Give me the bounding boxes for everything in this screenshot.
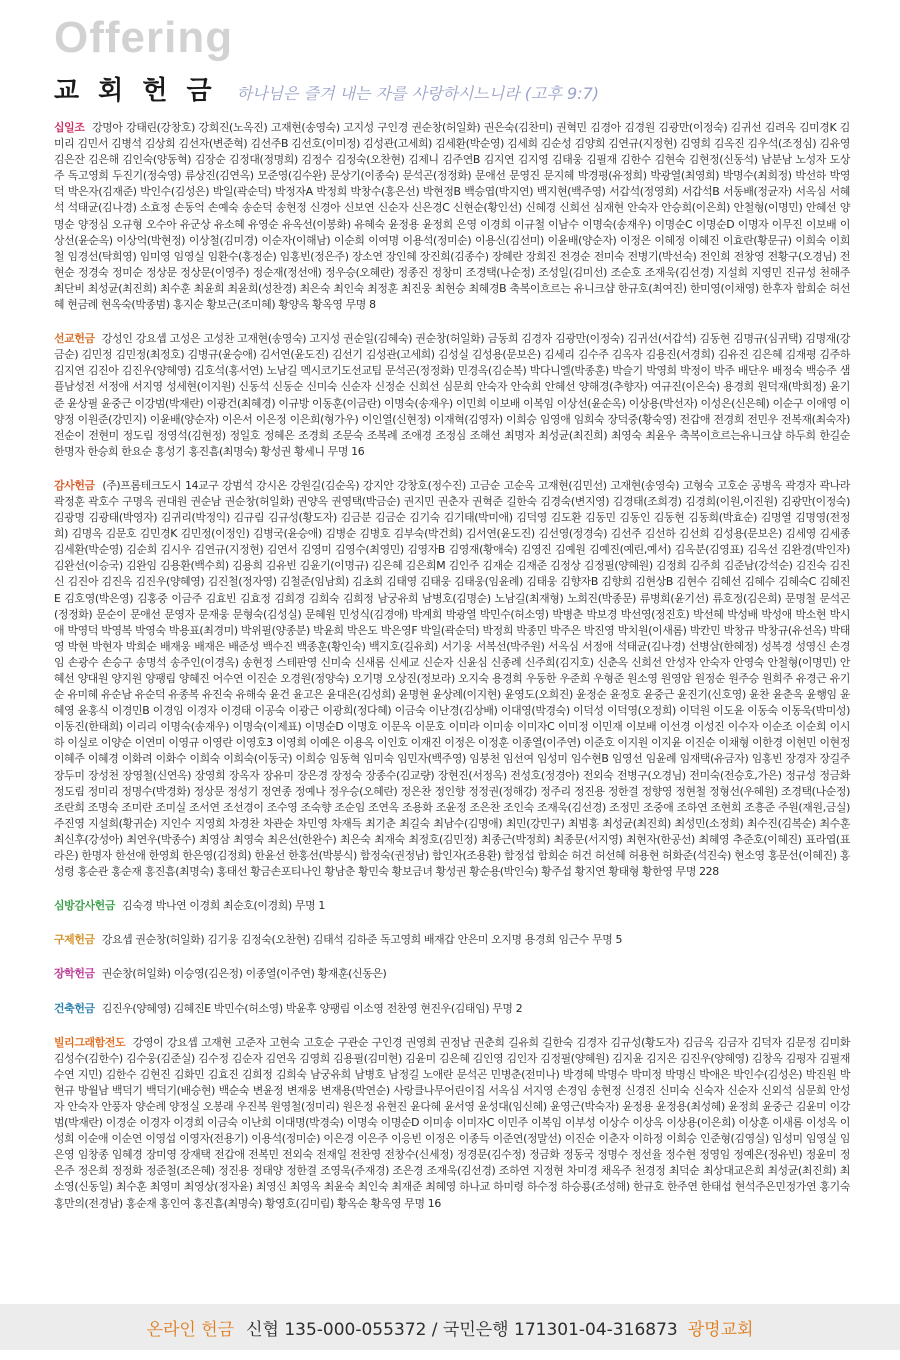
title-row xyxy=(54,70,854,107)
section-title-billy-graham: 빌리그래함전도 xyxy=(54,1035,126,1049)
online-offering-label: 온라인 헌금 xyxy=(146,1319,235,1340)
church-name: 광명교회 xyxy=(687,1319,754,1340)
section-names-relief: 강요셉 권순창(허일화) 김기웅 김정숙(오찬현) 김태석 김하준 독고영희 배재갑 안은미 오지명 용경희 임근수 무명 5 xyxy=(101,933,623,947)
offering-heading: Offering xyxy=(54,13,234,62)
section-building xyxy=(54,1001,850,1017)
section-title-tithe: 십일조 xyxy=(54,121,85,134)
section-names-scholarship: 권순창(허일화) 이승영(김은정) 이종열(이주연) 황재훈(신동은) xyxy=(101,967,387,981)
online-offering-bar xyxy=(0,1304,900,1350)
section-relief xyxy=(54,932,850,948)
section-title-thanksgiving: 감사헌금 xyxy=(54,478,95,492)
section-names-mission: 강성인 강요셉 고성은 고성찬 고재현(송영숙) 고지성 권순일(김혜숙) 권순창(허일화) 금동희 김경자 김광만(이정숙) 김귀선(서갑석) 김동현 김명규(심귀택) 김명재(강금순) 김민정 김민정(최정호) 김병규(윤승애) 김서연(윤도진) 김선기 김성관(고세희) 김성실 김성용(문보은) 김세리 김수주 김옥자 김용진(서경희) 김유진 김은혜 김재평 김주하 김지연 김진아 김진우(양혜영) 김호석(홍서연) 노남길 멕시코기도선교팀 문석곤(정정화) 민경옥(김순복) 박다니엘(박종훈) 박슬기 박영희 박정이 박주 배단우 배정숙 백승주 샘플남성전 서정애 서지영 성세현(이지원) 신동석 신동순 신미숙 신순자 신정순 신희선 심문희 안숙자 안숙희 안혜선 양해경(추향자) 여규진(이은숙) 용경희 원덕재(박희정) 윤기준 윤상필 윤중근 이강범(박재란) 이광건(최혜경) 이규방 이동훈(이금란) 이명숙(송재우) 이민희 이보배 이복임 이상선(윤순옥) 이상용(박선자) 이성은(신은혜) 이순구 이애영 이양정 이원준(강민지) 이윤배(양순자) 이은서 이은정 이은희(형가우) 이인열(신현정) 이재혁(김영자) 이희승 임영애 임희숙 장덕중(황숙영) 전갑애 전경희 전민우 전복재(최숙자) 전순이 전현미 정도림 정영석(김현정) 정일호 정혜은 조경희 조문숙 조복례 조애경 조정심 조해선 최명자 최성균(최진희) 최영숙 최윤우 축복이흐르는유니크샵 하두희 한길순 한명자 한승희 한요순 홍성기 홍진흠(최명숙) 황성권 황세니 무명 16 xyxy=(54,332,850,458)
section-scholarship xyxy=(54,966,850,982)
section-title-relief: 구제헌금 xyxy=(54,933,95,947)
section-names-tithe: 강명아 강태린(강창호) 강희진(노옥진) 고재현(송영숙) 고지성 구인경 권순창(허일화) 권은숙(김찬미) 권혁민 김경아 김경원 김광만(이정숙) 김귀선 김려옥 김미경K 김미리 김민서 김병석 김상희 김선자(변준혁) 김선주B 김선호(이미정) 김성관(고세희) 김세환(박순영) 김세희 김순성 김양희 김연규(지정현) 김영희 김옥진 김우석(조정심) 김유영 김은잔 김은해 김인숙(양동혁) 김장순 김정대(정명희) 김정수 김정숙(오찬현) 김제니 김주연B 김지연 김지영 김태웅 김필재 김한수 김현숙 김현정(신동석) 남분남 노성자 도상주 독고영희 두진기(정숙영) 류상진(김연옥) 모준영(김수완) 문상기(이종숙) 문석곤(정정화) 문애선 문영진 문지혜 박경평(유정희) 박광열(최영희) 박명수(최희정) 박선하 박영덕 박은자(김재준) 박인수(김성은) 박일(곽순덕) 박정자A 박정희 박창수(홍은선) 박현정B 백승엽(박지연) 백지현(백주영) 서갑석(정영희) 서갑석B 서동배(정균자) 서옥심 서혜석 석태균(김나경) 소효정 손동억 손예숙 송순덕 송현정 신경아 신보연 신순자 신은경C 신현순(황인선) 신혜경 신희선 심재현 안숙자 안승희(이은희) 안철형(이명민) 안혜선 양명순 양정심 오규형 오수아 유군상 유소혜 유영순 유옥선(이봉화) 유혜숙 윤정용 윤정희 은영 이경희 이규철 이남수 이명숙(송재우) 이명순C 이명순D 이명자 이무진 이보배 이상선(윤순옥) 이상억(박현정) 이상철(김미경) 이순자(이해남) 이순희 이여명 이용석(정미순) 이용신(김선미) 이윤배(양순자) 이정은 이혜정 이혜진 이효란(황문규) 이희숙 이희철 임경선(탁희영) 임미영 임영실 임환수(홍정순) 임홍빈(정은주) 장소연 장인혜 장진희(김종수) 장혜란 장희진 전경순 전미숙 전병기(박선숙) 전인희 전창영 전황구(오경님) 전현순 정경숙 정미순 정상문 정상문(이영주) 정순재(정선애) 정우승(오혜란) 정종진 정창미 조경택(나순정) 조성일(김미선) 조순호 조재욱(김선경) 지설희 지영민 진규성 천해주 최단비 최성균(최진희) 최수훈 최윤희 최윤희(성찬경) 최은숙 최인숙 최정훈 최진웅 최현승 최혜경B 축복이흐르는 유니크샵 한규호(최여진) 한미영(이채영) 한후자 함희순 허선혜 현금례 현옥숙(박종범) 홍지순 황보근(조미혜) 황양옥 황옥영 무명 8 xyxy=(54,121,850,312)
section-title-building: 건축헌금 xyxy=(54,1001,95,1015)
section-mission xyxy=(54,331,850,460)
page-title: 교 회 헌 금 xyxy=(54,76,217,106)
section-names-visit-thanksgiving: 김숙경 박나연 이경희 최순호(이경희) 무명 1 xyxy=(122,899,325,913)
offering-list xyxy=(54,120,850,1212)
section-thanksgiving xyxy=(54,478,850,880)
section-title-visit-thanksgiving: 심방감사헌금 xyxy=(54,899,116,913)
section-title-mission: 선교헌금 xyxy=(54,332,95,346)
section-billy-graham xyxy=(54,1035,850,1212)
section-visit-thanksgiving xyxy=(54,898,850,914)
section-title-scholarship: 장학헌금 xyxy=(54,967,95,981)
section-names-thanksgiving: (주)프롬테크도시 14교구 강범석 강시온 강원길(김순옥) 강지안 강창호(정수진) 고금순 고순옥 고재현(김민선) 고재현(송영숙) 고형숙 고호순 공병옥 곽경자 곽나라 곽정훈 곽호수 구명옥 권대원 권순남 권순창(허일화) 권양옥 권영택(박금순) 권지민 권춘자 권혁준 길한숙 김경숙(변지영) 김경태(조희경) 김경희(이원,이진원) 김광만(이정숙) 김광명 김광태(박영자) 김귀리(박정익) 김규림 김규성(황도자) 김금분 김금순 김기숙 김기태(박미애) 김덕영 김도환 김동민 김동인 김동현 김동희(박효순) 김명열 김명영(전정희) 김명옥 김문호 김민경K 김민정(이정인) 김병국(윤승애) 김병순 김병호 김부숙(박건희) 김서연(윤도진) 김선영(정경숙) 김선주 김선하 김선희 김성용(문보은) 김세영 김세종 김세환(박순영) 김순희 김시우 김연규(지정현) 김연서 김영미 김영수(최영민) 김영자B 김영재(황애숙) 김영진 김예원 김예진(예린,예서) 김옥분(김영표) 김옥선 김완경(박인자) 김완선(이승국) 김완임 김용환(백수희) 김용희 김유빈 김윤기(이명규) 김은혜 김은희M 김인주 김재순 김재준 김정상 김정필(양혜원) 김정희 김주희 김준남(강석순) 김진숙 김진신 김진아 김진옥 김진우(양혜영) 김진철(정자영) 김철준(임남희) 김초희 김태영 김태웅 김태웅(임윤례) 김태웅 김향자B 김향희 김현상B 김현수 김혜선 김혜수 김혜숙C 김혜진E 김호영(박은영) 김홍중 이금주 김효빈 김효정 김희경 김희숙 김희정 남궁유희 남병호(김명순) 노남길(최재형) 노희진(박종문) 류병희(윤기선) 류호정(김은희) 문명철 문석곤(정정화) 문순이 문애선 문영자 문재웅 문형숙(김성실) 문혜원 민성식(김경애) 박계희 박광열 박민수(허소영) 박병춘 박보경 박선영(정진호) 박선혜 박성배 박성애 박소현 박시애 박영덕 박영복 박영숙 박용표(최경미) 박위필(양종분) 박윤희 박은도 박은영F 박일(곽순덕) 박정희 박종민 박주은 박진영 박치원(이새롬) 박칸민 박창규 박창규(유선옥) 박태영 박현 박현자 박희순 배재웅 배재은 배준성 백수진 백종훈(황인숙) 백지호(길유희) 서기웅 서복선(박주원) 서옥심 서정애 석태균(김나경) 선병삼(한혜정) 성복경 성영신 손경임 손광수 손승구 송명석 송주인(이경옥) 송현정 스테판영 신미숙 신새롬 신세교 신순자 신윤심 신종례 신주희(김지호) 신춘옥 신희선 안성자 안숙자 안영숙 안철형(이명민) 안혜선 양대원 양지원 양팽림 양혜진 어수연 이진순 오경원(정양숙) 오기명 오상진(정보라) 오지숙 용경희 우동한 우준희 우형준 원소영 원영암 원정순 원주승 원희주 유경근 유기순 유미혜 유순남 유순덕 유종복 유진숙 유해숙 윤건 윤고은 윤대은(김성희) 윤명현 윤상례(이지현) 윤영도(오희진) 윤정순 윤정호 윤중근 윤진기(신호영) 윤찬 윤춘옥 윤행임 윤혜영 윤홍식 이경민B 이경임 이경자 이경태 이공숙 이광근 이광희(정다혜) 이금숙 이난경(김상배) 이대영(박경숙) 이덕성 이덕영(오정희) 이덕원 이도윤 이동숙 이동욱(박미성) 이동진(한태희) 이리리 이명숙(송재우) 이명숙(이제표) 이명순D 이명호 이문옥 이문호 이미라 이미송 이미자C 이미정 이민재 이보배 이선경 이성진 이수자 이순조 이순희 이시하 이실로 이양순 이연미 이영규 이영란 이영호3 이영희 이예은 이용옥 이인호 이재진 이정은 이정훈 이종열(이주연) 이준호 이지원 이지윤 이진순 이채형 이한경 이현민 이현정 이혜주 이혜경 이화려 이화수 이희숙 이희숙(이동국) 이희승 임동혁 임미숙 임민자(백주영) 임붕천 임선여 임성미 임수현B 임영선 임윤례 임재택(유금자) 임홍빈 장경자 장길주 장두미 장성천 장영철(신연옥) 장영희 장옥자 장유미 장은경 장정숙 장종수(김교량) 장현진(서정옥) 전성호(정경아) 전외숙 전병구(오경님) 전미숙(전승호,가은) 정규성 정금화 정도림 정미리 정명수(박경화) 정상문 정성기 정연종 정예나 정우승(오혜란) 정은찬 정인향 정정권(정해강) 정주리 정진용 정한결 정향영 정현철 정형선(우혜원) 조경택(나순정) 조란희 조명숙 조미란 조미실 조서연 조선경이 조수영 조숙향 조순임 조연옥 조용화 조윤정 조은찬 조인숙 조재욱(김선경) 조정민 조중애 조하연 조현희 조흥준 주원(재원,금실) 주진영 지설희(황귀순) 지인수 지영희 차경찬 차관순 차민영 차재득 최기춘 최길숙 최남수(김명애) 최민(강민구) 최범홍 최성균(최진희) 최성민(소정희) 최수진(김복순) 최수훈 최신후(강성아) 최연우(박종수) 최영삼 최영숙 최은선(한완수) 최은숙 최재숙 최정호(김민정) 최종근(박정희) 최종문(서지영) 최현자(한공선) 최혜영 추준호(이혜진) 표라엽(표라은) 한명자 한선애 한영희 한은영(김정희) 한윤선 한홍선(박봉식) 함정숙(권정남) 함인자(조용환) 함정섭 함희순 허건 허선혜 허용현 허화준(석진숙) 현소영 홍문선(이혜진) 홍성령 홍순관 홍순재 홍진흠(최명숙) 홍태선 황금손포티나인 황남춘 황민숙 황보금녀 황성권 황순용(박인숙) 황주섭 황지연 황태형 황한영 무명 228 xyxy=(54,478,850,879)
bank-accounts: 신협 135-000-055372 / 국민은행 171301-04-316873 xyxy=(246,1319,678,1340)
header xyxy=(54,14,854,107)
section-names-building: 김진우(양혜영) 김혜진E 박민수(허소영) 박윤후 양팽림 이소영 전찬영 현진우(김태임) 무명 2 xyxy=(101,1001,523,1015)
bible-verse: 하나님은 즐겨 내는 자를 사랑하시느니라 (고후 9:7) xyxy=(236,84,600,103)
section-names-billy-graham: 강영이 강요셉 고재현 고준자 고현숙 고호순 구관순 구인경 권영희 권정남 권춘희 길유희 길한숙 김경자 김규성(황도자) 김금옥 김금자 김덕자 김문정 김미화 김성수(김한수) 김수웅(김준실) 김수정 김순자 김연옥 김영희 김용필(김미현) 김윤미 김은혜 김인영 김인자 김정필(양혜원) 김지윤 김지은 김진우(양혜영) 김창옥 김평자 김필재수연 지민) 김한수 김현진 김화민 김효진 김희정 김희숙 남궁유희 남병호 남정길 노애란 문석곤 민병춘(전미나) 박경혜 박명수 박미정 박명신 박애은 박인수(김성은) 박진원 박현규 방월남 백덕기 백덕기(배승현) 백순숙 변윤정 변재웅 변재용(박연순) 사랑클나무어린이집 서옥심 서지영 손경임 송현정 신경진 신미숙 신숙자 신순자 신외석 심문희 안성자 안숙자 안풍자 양순례 양정실 오봉래 우진복 원영철(정미리) 원은정 유현진 윤다혜 윤서영 윤성대(임신혜) 윤영근(박숙자) 윤정용 윤정용(최성혜) 윤정희 윤중근 김윤미 이강범(박재란) 이경순 이경자 이경희 이금숙 이난희 이대명(박경숙) 이명숙 이명순D 이미송 이미자C 이민주 이복임 이부성 이상수 이상옥 이상용(이은희) 이상훈 이새롬 이성옥 이성희 이순애 이순연 이영섭 이영자(전용기) 이용석(정미순) 이은경 이은주 이응빈 이정은 이종득 이준연(정말선) 이진순 이춘자 이하정 이희승 인준형(김영실) 임성미 임영실 임은영 임창종 임혜경 장미영 장재택 전갑애 전복민 전외숙 전재일 전찬영 전창수(신세정) 정경문(김수정) 정금화 정동국 정명수 정선율 정수현 정영임 정예은(정유빈) 정윤미 정은주 정은희 정정화 정준철(조은혜) 정진용 정태양 정한결 조영욱(주재경) 조은경 조재욱(김선경) 조하연 지정현 차미경 채옥주 천경정 최덕순 최상대교은희 최성균(최진희) 최소영(신동일) 최수훈 최영미 최영상(정자윤) 최영신 최영옥 최윤숙 최인숙 최재준 최혜영 하나교 하미령 하수정 하승룡(조성해) 한규호 한주연 한태섭 현석주은민정가연 홍기숙 홍만의(전경남) 홍순재 홍인여 홍진흠(최명숙) 황영호(김미림) 황옥순 황옥영 무명 16 xyxy=(54,1035,850,1210)
section-tithe xyxy=(54,120,850,313)
